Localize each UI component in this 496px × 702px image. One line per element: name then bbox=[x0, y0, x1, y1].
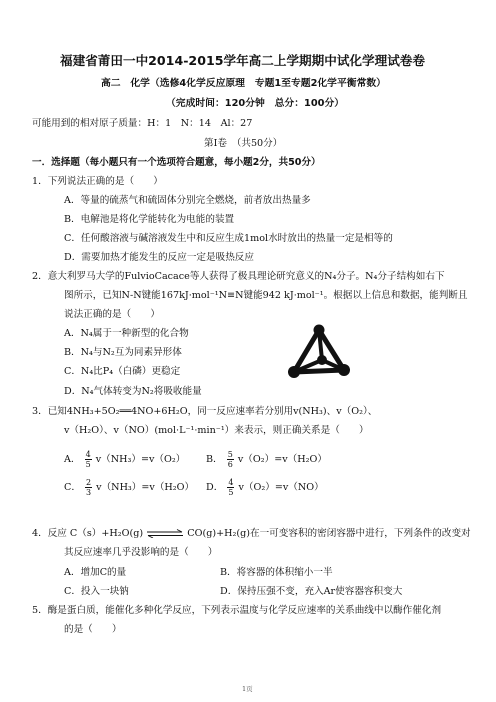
q4-option-b: B．将容器的体积缩小一半 bbox=[220, 567, 333, 578]
q2-option-c: C．N₄比P₄（白磷）更稳定 bbox=[64, 366, 181, 377]
option-expression: v（O₂）=v（NO） bbox=[238, 482, 324, 493]
q1-option-b: B．电解池是将化学能转化为电能的装置 bbox=[64, 214, 235, 225]
option-label: A． bbox=[64, 454, 81, 465]
q2-option-b: B．N₄与N₂互为同素异形体 bbox=[64, 347, 182, 358]
option-label: D． bbox=[206, 482, 224, 493]
q3-option-c bbox=[64, 478, 194, 497]
fraction bbox=[227, 478, 234, 497]
numerator: 4 bbox=[85, 450, 91, 459]
q1-option-a: A．等量的硫蒸气和硫固体分别完全燃烧，前者放出热量多 bbox=[64, 195, 311, 206]
numerator: 5 bbox=[227, 450, 233, 459]
q3-option-b bbox=[206, 450, 327, 469]
denominator: 3 bbox=[86, 488, 92, 497]
option-expression: v（NH₃）=v（H₂O） bbox=[96, 482, 195, 493]
q5-line-2: 的是（ ） bbox=[64, 624, 122, 635]
numerator: 4 bbox=[228, 478, 234, 487]
q4-line-1 bbox=[32, 527, 471, 540]
fraction bbox=[227, 450, 234, 469]
n4-molecule-figure bbox=[286, 322, 352, 386]
denominator: 6 bbox=[227, 460, 233, 469]
page-number: 1页 bbox=[242, 685, 253, 693]
atomic-mass-note: 可能用到的相对原子质量：H：1 N：14 Al：27 bbox=[32, 118, 253, 129]
option-label: B． bbox=[206, 454, 223, 465]
denominator: 5 bbox=[228, 488, 234, 497]
fraction bbox=[85, 450, 92, 469]
q2-line-2: 图所示，已知N-N键能167kJ·mol⁻¹N≡N键能942 kJ·mol⁻¹。根据以上信息和数据，能判断且 bbox=[64, 290, 468, 301]
q3-option-a bbox=[64, 450, 185, 469]
q4-products: CO(g)+H₂(g)在一可变容积的密闭容器中进行，下列条件的改变对 bbox=[187, 528, 471, 539]
section-heading: 一．选择题（每小题只有一个选项符合题意，每小题2分，共50分） bbox=[32, 157, 321, 168]
q1-stem: 1．下列说法正确的是（ ） bbox=[32, 176, 163, 187]
reversible-arrow-icon bbox=[146, 529, 184, 538]
q3-option-d bbox=[206, 478, 324, 497]
q4-option-a: A．增加C的量 bbox=[64, 567, 127, 578]
q2-option-a: A．N₄属于一种新型的化合物 bbox=[64, 328, 189, 339]
numerator: 2 bbox=[86, 478, 92, 487]
q1-option-c: C．任何酸溶液与碱溶液发生中和反应生成1mol水时放出的热量一定是相等的 bbox=[64, 233, 393, 244]
option-label: C． bbox=[64, 482, 81, 493]
q2-option-d: D．N₄气体转变为N₂将吸收能量 bbox=[64, 386, 202, 397]
q2-line-1: 2．意大利罗马大学的FulvioCacace等人获得了极具理论研究意义的N₄分子。N₄分子结构如右下 bbox=[32, 271, 445, 282]
q4-option-c: C．投入一块钠 bbox=[64, 586, 129, 597]
q4-reactants: 4．反应 C（s）+H₂O(g) bbox=[32, 528, 144, 539]
q1-option-d: D．需要加热才能发生的反应一定是吸热反应 bbox=[64, 252, 254, 263]
q4-option-d: D．保持压强不变，充入Ar使容器容积变大 bbox=[220, 586, 403, 597]
page-title: 福建省莆田一中2014-2015学年高二上学期期中试化学理试卷卷 bbox=[60, 53, 425, 68]
denominator: 5 bbox=[85, 460, 91, 469]
option-expression: v（O₂）=v（H₂O） bbox=[237, 454, 327, 465]
q3-line-2: v（H₂O）、v（NO）(mol·L⁻¹·min⁻¹）来表示，则正确关系是（ ） bbox=[64, 425, 369, 436]
q3-line-1: 3．已知4NH₃+5O₂══4NO+6H₂O，同一反应速率若分别用v(NH₃)、v（O₂）、 bbox=[32, 406, 378, 417]
q4-line-2: 其反应速率几乎没影响的是（ ） bbox=[64, 547, 218, 558]
option-expression: v（NH₃）=v（O₂） bbox=[95, 454, 186, 465]
fraction bbox=[85, 478, 92, 497]
time-info: （完成时间：120分钟 总分：100分） bbox=[166, 98, 345, 109]
q2-line-3: 说法正确的是（ ） bbox=[64, 309, 160, 320]
q5-line-1: 5．酶是蛋白质，能催化多种化学反应，下列表示温度与化学反应速率的关系曲线中以酶作催化剂 bbox=[32, 605, 442, 616]
volume-heading: 第I卷 （共50分） bbox=[204, 138, 283, 149]
subtitle: 高二 化学（选修4化学反应原理 专题1至专题2化学平衡常数） bbox=[101, 78, 386, 89]
